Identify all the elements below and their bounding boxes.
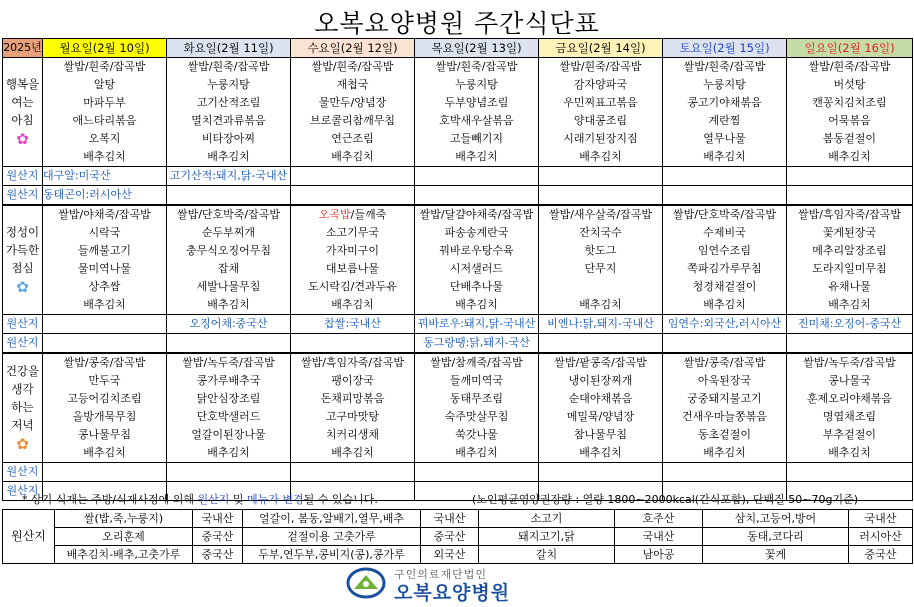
menu-item: 물미역나물 [43, 260, 167, 278]
origin-row [3, 463, 913, 482]
menu-item: 재첩국 [291, 76, 415, 94]
menu-item: 콩나물국 [787, 372, 913, 390]
menu-item: 누룽지탕 [415, 76, 539, 94]
menu-item: 충무식오징어무침 [167, 242, 291, 260]
origin-cell [539, 167, 663, 186]
menu-item: 임연수조림 [663, 242, 787, 260]
year-cell: 2025년 [3, 39, 43, 58]
meal-label-line: 저녁 [11, 418, 34, 432]
menu-row [3, 58, 913, 77]
menu-item: 궁중돼지불고기 [663, 390, 787, 408]
origin-row [3, 186, 913, 206]
origin-cell: 비엔나:닭,돼지-국내산 [539, 315, 663, 334]
menu-item: 애느타리볶음 [43, 112, 167, 130]
menu-item: 쌀밥/흰죽/잡곡밥 [787, 58, 913, 77]
origin-cell: 임연수:외국산,러시아산 [663, 315, 787, 334]
menu-item: 배추김치 [43, 444, 167, 463]
menu-item: 참나물무침 [539, 426, 663, 444]
menu-item: 봄동겉절이 [787, 130, 913, 148]
day-header: 토요일(2월 15일) [663, 39, 787, 58]
origin-cell [539, 463, 663, 482]
menu-item: 배추김치 [291, 296, 415, 315]
ingredient-cell: 돼지고기,닭 [479, 528, 615, 546]
menu-item: 올방개묵무침 [43, 408, 167, 426]
menu-item: 쌀밥/새우살죽/잡곡밥 [539, 205, 663, 224]
menu-item: 시래기된장지짐 [539, 130, 663, 148]
menu-item: 쌀밥/녹두죽/잡곡밥 [167, 353, 291, 372]
menu-item: 쌀밥/흑임자죽/잡곡밥 [291, 353, 415, 372]
menu-item: 냉이된장찌개 [539, 372, 663, 390]
origin-label: 원산지 [3, 463, 43, 482]
menu-item: 콩나물무침 [43, 426, 167, 444]
menu-item: 숙주맛살무침 [415, 408, 539, 426]
menu-item: 배추김치 [43, 148, 167, 167]
menu-item: 계란찜 [663, 112, 787, 130]
origin-cell [787, 334, 913, 354]
origin-country-cell: 국내산 [849, 510, 913, 528]
menu-item: 아욱된장국 [663, 372, 787, 390]
origin-cell: 고기산적:돼지,닭-국내산 [167, 167, 291, 186]
ingredient-cell: 겉절이용 고춧가루 [243, 528, 421, 546]
origin-country-cell: 중국산 [849, 546, 913, 564]
origin-label: 원산지 [3, 334, 43, 354]
menu-item [539, 278, 663, 296]
menu-item: 배추김치 [787, 296, 913, 315]
origin-country-cell: 남아공 [615, 546, 703, 564]
menu-item: 고기산적조림 [167, 94, 291, 112]
origin-country-cell: 중국산 [421, 528, 479, 546]
menu-item: 잔치국수 [539, 224, 663, 242]
menu-item: 배추김치 [663, 296, 787, 315]
menu-item: 우민찌표고볶음 [539, 94, 663, 112]
menu-item: 비타장아찌 [167, 130, 291, 148]
menu-item: 치커리생채 [291, 426, 415, 444]
origin-cell [167, 334, 291, 354]
menu-item: 쌀밥/야채죽/잡곡밥 [43, 205, 167, 224]
origin-cell [291, 463, 415, 482]
origin-table-row [3, 546, 913, 564]
menu-item: 동초겉절이 [663, 426, 787, 444]
menu-item: 누룽지탕 [663, 76, 787, 94]
menu-item: 쌀밥/콩죽/잡곡밥 [663, 353, 787, 372]
menu-item: 배추김치 [787, 148, 913, 167]
day-header: 수요일(2월 12일) [291, 39, 415, 58]
day-header: 목요일(2월 13일) [415, 39, 539, 58]
origin-table [2, 509, 913, 564]
menu-item: 캔꽁치김치조림 [787, 94, 913, 112]
day-header-row [3, 39, 913, 58]
menu-item: 쌀밥/흰죽/잡곡밥 [291, 58, 415, 77]
ingredient-cell: 동태,코다리 [703, 528, 849, 546]
menu-item: 누룽지탕 [167, 76, 291, 94]
origin-table-label: 원산지 [3, 510, 55, 564]
menu-row [3, 130, 913, 148]
nutrition-notice: (노인평균영양권장량 : 열량 1800~2000kcal(간식포함), 단백질 50~70g기준) [472, 493, 858, 506]
menu-item: 꿔바로우탕수육 [415, 242, 539, 260]
menu-item: 배추김치 [539, 444, 663, 463]
menu-item: 버섯탕 [787, 76, 913, 94]
origin-country-cell: 러시아산 [849, 528, 913, 546]
menu-row [3, 278, 913, 296]
origin-cell [663, 463, 787, 482]
menu-item: 배추김치 [663, 148, 787, 167]
menu-item: 핫도그 [539, 242, 663, 260]
menu-item: 닭안심장조림 [167, 390, 291, 408]
menu-item: 오복지 [43, 130, 167, 148]
ingredient-cell: 갈치 [479, 546, 615, 564]
origin-cell [291, 167, 415, 186]
meal-label-line: 점심 [11, 261, 34, 275]
menu-item: 청경채겉절이 [663, 278, 787, 296]
menu-item: 고구마맛탕 [291, 408, 415, 426]
ingredient-cell: 오리훈제 [55, 528, 193, 546]
menu-item: 쌀밥/흰죽/잡곡밥 [167, 58, 291, 77]
menu-item: 꽃게된장국 [787, 224, 913, 242]
menu-item: 명엽채조림 [787, 408, 913, 426]
meal-label [3, 205, 43, 315]
origin-cell [167, 463, 291, 482]
menu-item: 팽이장국 [291, 372, 415, 390]
logo-subtitle: 구인의료재단법인 [394, 568, 488, 581]
menu-item [291, 205, 415, 224]
menu-item: 부추겉절이 [787, 426, 913, 444]
origin-cell [663, 186, 787, 206]
origin-row [3, 315, 913, 334]
change-notice: * 상기 식재는 주방/식재사정에 의해 원산지 및 메뉴가 변경될 수 있습니다. [22, 493, 378, 506]
menu-item: 들깨미역국 [415, 372, 539, 390]
menu-item: 배추김치 [167, 148, 291, 167]
menu-item: 쌀밥/흰죽/잡곡밥 [663, 58, 787, 77]
menu-item: 시락국 [43, 224, 167, 242]
notice-line [2, 491, 912, 509]
origin-cell: 찹쌀:국내산 [291, 315, 415, 334]
menu-item: 건새우마늘쫑볶음 [663, 408, 787, 426]
origin-cell [291, 334, 415, 354]
origin-cell [43, 463, 167, 482]
page-title: 오복요양병원 주간식단표 [314, 9, 600, 38]
origin-label: 원산지 [3, 186, 43, 206]
meal-label [3, 58, 43, 167]
meal-label-line: 여는 [11, 95, 34, 109]
origin-cell: 동그랑땡:닭,돼지-국산 [415, 334, 539, 354]
menu-row [3, 372, 913, 390]
menu-item: 쑥갓나물 [415, 426, 539, 444]
menu-item: 배추김치 [787, 444, 913, 463]
menu-item: 파송송계란국 [415, 224, 539, 242]
origin-cell [539, 334, 663, 354]
menu-item: 들깨불고기 [43, 242, 167, 260]
menu-item: 알탕 [43, 76, 167, 94]
menu-item: 배추김치 [663, 444, 787, 463]
menu-item-rest: /들깨죽 [350, 208, 387, 221]
origin-country-cell: 국내산 [615, 528, 703, 546]
menu-row [3, 148, 913, 167]
menu-row [3, 260, 913, 278]
origin-cell [787, 186, 913, 206]
menu-item: 대보름나물 [291, 260, 415, 278]
menu-item: 콩고기야채볶음 [663, 94, 787, 112]
weekly-menu-table [2, 38, 913, 501]
origin-country-cell: 중국산 [193, 528, 243, 546]
origin-cell: 진미채:오징어-중국산 [787, 315, 913, 334]
menu-item: 쌀밥/흰죽/잡곡밥 [43, 58, 167, 77]
origin-table-row [3, 528, 913, 546]
menu-row [3, 408, 913, 426]
meal-label-line: 아침 [11, 113, 34, 127]
origin-cell: 대구알:미국산 [43, 167, 167, 186]
origin-cell [787, 463, 913, 482]
menu-item: 물만두/양념장 [291, 94, 415, 112]
menu-row [3, 76, 913, 94]
menu-row [3, 353, 913, 372]
meal-label-line: 생각 [11, 382, 34, 396]
flower-icon: ✿ [16, 435, 29, 453]
menu-item: 쪽파김가루무침 [663, 260, 787, 278]
menu-item: 쌀밥/참깨죽/잡곡밥 [415, 353, 539, 372]
menu-item: 단배추나물 [415, 278, 539, 296]
flower-icon: ✿ [16, 130, 29, 148]
origin-row [3, 167, 913, 186]
menu-item: 메밀묵/양념장 [539, 408, 663, 426]
menu-row [3, 94, 913, 112]
menu-item: 시저샐러드 [415, 260, 539, 278]
origin-country-cell: 국내산 [421, 510, 479, 528]
origin-label: 원산지 [3, 315, 43, 334]
menu-item: 쌀밥/콩죽/잡곡밥 [43, 353, 167, 372]
origin-country-cell: 외국산 [421, 546, 479, 564]
menu-item: 수제비국 [663, 224, 787, 242]
menu-item: 콩가루배추국 [167, 372, 291, 390]
menu-item: 얼갈이된장나물 [167, 426, 291, 444]
menu-item: 쌀밥/흰죽/잡곡밥 [415, 58, 539, 77]
menu-row [3, 296, 913, 315]
menu-item: 순대야채볶음 [539, 390, 663, 408]
origin-cell [663, 167, 787, 186]
origin-cell [415, 167, 539, 186]
menu-item: 배추김치 [539, 148, 663, 167]
ingredient-cell: 두부,연두부,콩비지(콩),콩가루 [243, 546, 421, 564]
origin-cell [787, 167, 913, 186]
origin-row [3, 334, 913, 354]
menu-item: 배추김치 [167, 444, 291, 463]
menu-item: 쌀밥/단호박죽/잡곡밥 [167, 205, 291, 224]
menu-item: 배추김치 [415, 296, 539, 315]
origin-cell [167, 186, 291, 206]
origin-cell [415, 463, 539, 482]
day-header: 금요일(2월 14일) [539, 39, 663, 58]
ingredient-cell: 소고기 [479, 510, 615, 528]
meal-label [3, 353, 43, 463]
origin-country-cell: 국내산 [193, 510, 243, 528]
menu-item: 두부양념조림 [415, 94, 539, 112]
origin-label: 원산지 [3, 167, 43, 186]
menu-item: 어묵볶음 [787, 112, 913, 130]
menu-item: 배추김치 [539, 296, 663, 315]
ingredient-cell: 꽃게 [703, 546, 849, 564]
menu-item: 감자양파국 [539, 76, 663, 94]
menu-item: 배추김치 [415, 148, 539, 167]
highlight-text: 오곡밥 [318, 208, 351, 221]
menu-item: 도라지일미무침 [787, 260, 913, 278]
menu-row [3, 444, 913, 463]
origin-cell [43, 334, 167, 354]
menu-item: 멸치견과류볶음 [167, 112, 291, 130]
logo-name: 오복요양병원 [394, 582, 511, 604]
origin-cell [43, 315, 167, 334]
menu-item: 마파두부 [43, 94, 167, 112]
menu-item: 쌀밥/녹두죽/잡곡밥 [787, 353, 913, 372]
menu-item: 잡채 [167, 260, 291, 278]
menu-item: 쌀밥/흑임자죽/잡곡밥 [787, 205, 913, 224]
menu-row [3, 205, 913, 224]
menu-row [3, 112, 913, 130]
origin-country-cell: 호주산 [615, 510, 703, 528]
menu-item: 단무지 [539, 260, 663, 278]
ingredient-cell: 삼치,고등어,방어 [703, 510, 849, 528]
meal-label-line: 행복을 [5, 77, 40, 91]
origin-cell [539, 186, 663, 206]
menu-item: 연근조림 [291, 130, 415, 148]
menu-item: 메추리알장조림 [787, 242, 913, 260]
ingredient-cell: 얼갈이, 봄동,알배기,열무,배추 [243, 510, 421, 528]
menu-item: 쌀밥/단호박죽/잡곡밥 [663, 205, 787, 224]
origin-cell [291, 186, 415, 206]
menu-item: 유채나물 [787, 278, 913, 296]
menu-item: 배추김치 [291, 148, 415, 167]
menu-item: 가자미구이 [291, 242, 415, 260]
day-header: 일요일(2월 16일) [787, 39, 913, 58]
menu-item: 고들빼기지 [415, 130, 539, 148]
menu-item: 브로콜리참깨무침 [291, 112, 415, 130]
logo-emblem-icon [346, 567, 386, 599]
origin-cell: 동태곤이:러시아산 [43, 186, 167, 206]
origin-cell: 오징어채:중국산 [167, 315, 291, 334]
origin-label: 원산지 [3, 482, 43, 501]
ingredient-cell: 쌀(밥,죽,누룽지) [55, 510, 193, 528]
meal-label-line: 정성이 [5, 225, 40, 239]
menu-item: 쌀밥/달걀야채죽/잡곡밥 [415, 205, 539, 224]
menu-item: 쌀밥/흰죽/잡곡밥 [539, 58, 663, 77]
menu-item: 세발나물무침 [167, 278, 291, 296]
menu-row [3, 224, 913, 242]
origin-cell [663, 334, 787, 354]
menu-row [3, 390, 913, 408]
origin-table-row [3, 510, 913, 528]
origin-cell: 꿔바로우:돼지,닭-국내산 [415, 315, 539, 334]
ingredient-cell: 배추김치-배추,고춧가루 [55, 546, 193, 564]
menu-item: 상추쌈 [43, 278, 167, 296]
meal-label-line: 하는 [11, 400, 34, 414]
menu-item: 배추김치 [43, 296, 167, 315]
menu-item: 도시락김/견과두유 [291, 278, 415, 296]
menu-item: 배추김치 [415, 444, 539, 463]
menu-item: 소고기무국 [291, 224, 415, 242]
origin-cell [415, 186, 539, 206]
menu-item: 열무나물 [663, 130, 787, 148]
menu-item: 돈채피망볶음 [291, 390, 415, 408]
day-header: 화요일(2월 11일) [167, 39, 291, 58]
origin-country-cell: 중국산 [193, 546, 243, 564]
menu-item: 동태무조림 [415, 390, 539, 408]
menu-item: 양대콩조림 [539, 112, 663, 130]
meal-label-line: 건강을 [5, 364, 40, 378]
hospital-logo [346, 566, 576, 604]
menu-item: 배추김치 [167, 296, 291, 315]
menu-item: 배추김치 [291, 444, 415, 463]
menu-item: 단호박샐러드 [167, 408, 291, 426]
menu-row [3, 426, 913, 444]
day-header: 월요일(2월 10일) [43, 39, 167, 58]
menu-item: 훈제오리야채볶음 [787, 390, 913, 408]
flower-icon: ✿ [16, 278, 29, 296]
menu-item: 쌀밥/팥콩죽/잡곡밥 [539, 353, 663, 372]
menu-row [3, 242, 913, 260]
menu-item: 호박새우살볶음 [415, 112, 539, 130]
menu-item: 순두부찌개 [167, 224, 291, 242]
menu-item: 만두국 [43, 372, 167, 390]
meal-label-line: 가득한 [5, 243, 40, 257]
menu-item: 고등어김치조림 [43, 390, 167, 408]
